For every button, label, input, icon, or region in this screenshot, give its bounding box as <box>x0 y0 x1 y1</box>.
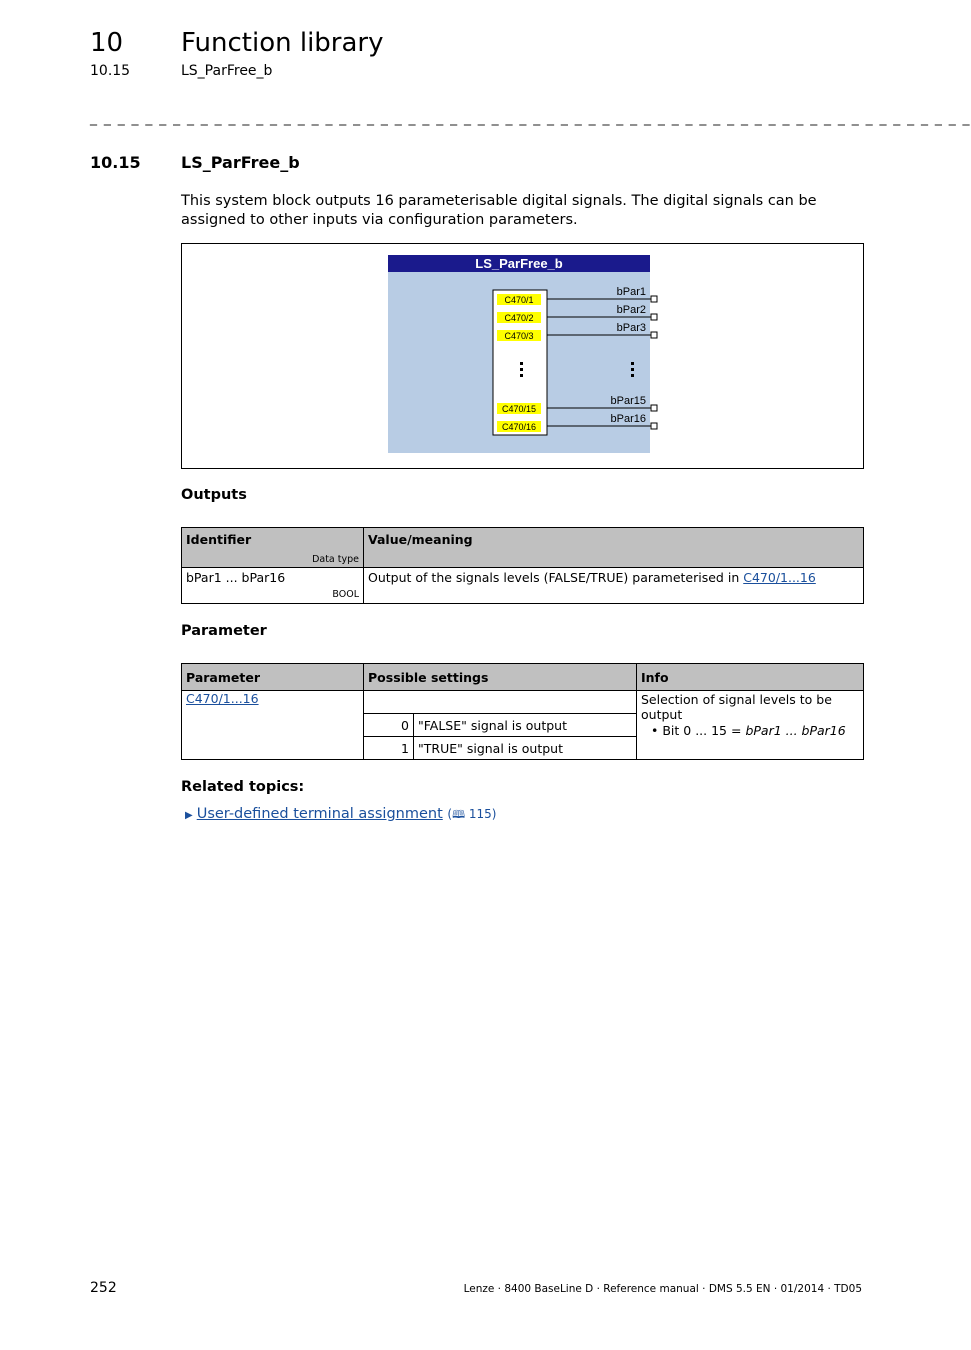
settings-blank-cell <box>364 691 637 714</box>
col-data-type: Data type <box>312 554 359 565</box>
ellipsis-dots-right <box>631 362 634 377</box>
setting-value: 1 <box>364 737 414 760</box>
output-label: bPar2 <box>616 304 646 316</box>
output-terminal <box>651 314 657 320</box>
parameter-heading: Parameter <box>181 623 267 639</box>
section-number: 10.15 <box>90 153 141 172</box>
output-terminal <box>651 332 657 338</box>
table-row <box>182 691 864 714</box>
output-terminal <box>651 296 657 302</box>
outputs-table <box>181 527 864 604</box>
output-terminal <box>651 423 657 429</box>
output-label: bPar1 <box>616 286 646 298</box>
param-name-cell <box>182 691 364 760</box>
info-bullet: • Bit 0 ... 15 = bPar1 ... bPar16 <box>651 723 846 738</box>
code-label: C470/2 <box>504 313 534 323</box>
header-separator: _ _ _ _ _ _ _ _ _ _ _ _ _ _ _ _ _ _ _ _ _ _ _ _ _ _ _ _ _ _ _ _ _ _ _ _ _ _ _ _ _ _ _ _ _ _ _ _ _ _ _ _ _ _ _ _ _ _ _ _ _ _ _ _ <box>90 110 971 126</box>
col-parameter: Parameter <box>182 664 364 691</box>
col-possible-settings: Possible settings <box>364 664 637 691</box>
parameter-table <box>181 663 864 760</box>
table-row <box>182 568 864 604</box>
col-value-meaning: Value/meaning <box>364 528 864 568</box>
param-info-cell: Selection of signal levels to be output • Bit 0 ... 15 = bPar1 ... bPar16 <box>637 691 864 760</box>
chapter-number: 10 <box>90 28 124 58</box>
related-topics-heading: Related topics: <box>181 779 305 795</box>
outputs-heading: Outputs <box>181 487 247 503</box>
related-topic-link[interactable]: User-defined terminal assignment <box>196 806 443 822</box>
related-topic-item[interactable] <box>185 806 496 825</box>
page-number: 252 <box>90 1280 117 1296</box>
triangle-right-icon: ▶ <box>185 810 193 821</box>
page-reference[interactable]: (🕮 115) <box>447 807 497 821</box>
setting-text: "TRUE" signal is output <box>414 737 637 760</box>
output-label: bPar3 <box>616 322 646 334</box>
intro-paragraph: This system block outputs 16 parameterisable digital signals. The digital signals can be assigned to other inputs via configuration parameters. <box>181 193 817 228</box>
book-icon: 🕮 <box>452 808 466 821</box>
block-diagram-frame <box>181 243 864 469</box>
output-value-cell: Output of the signals levels (FALSE/TRUE) parameterised in C470/1...16 <box>364 568 864 604</box>
output-terminal <box>651 405 657 411</box>
output-label: bPar15 <box>610 395 646 407</box>
code-label: C470/3 <box>504 331 534 341</box>
header-section-number: 10.15 <box>90 63 131 79</box>
block-diagram <box>182 244 863 468</box>
col-identifier: Identifier Data type <box>182 528 364 568</box>
code-label: C470/15 <box>501 404 537 414</box>
output-data-type: BOOL <box>332 589 359 600</box>
ellipsis-dots-left <box>520 362 523 377</box>
code-label: C470/16 <box>501 422 537 432</box>
c470-link[interactable]: C470/1...16 <box>743 570 816 585</box>
setting-value: 0 <box>364 714 414 737</box>
col-info: Info <box>637 664 864 691</box>
c470-param-link[interactable]: C470/1...16 <box>186 691 259 706</box>
output-identifier-cell: bPar1 ... bPar16 BOOL <box>182 568 364 604</box>
output-label: bPar16 <box>610 413 646 425</box>
header-section-title: LS_ParFree_b <box>181 63 273 79</box>
chapter-title: Function library <box>181 28 384 58</box>
footer-text: Lenze · 8400 BaseLine D · Reference manual · DMS 5.5 EN · 01/2014 · TD05 <box>463 1283 862 1295</box>
section-title: LS_ParFree_b <box>181 153 300 172</box>
code-label: C470/1 <box>504 295 534 305</box>
setting-text: "FALSE" signal is output <box>414 714 637 737</box>
block-title: LS_ParFree_b <box>475 256 563 271</box>
